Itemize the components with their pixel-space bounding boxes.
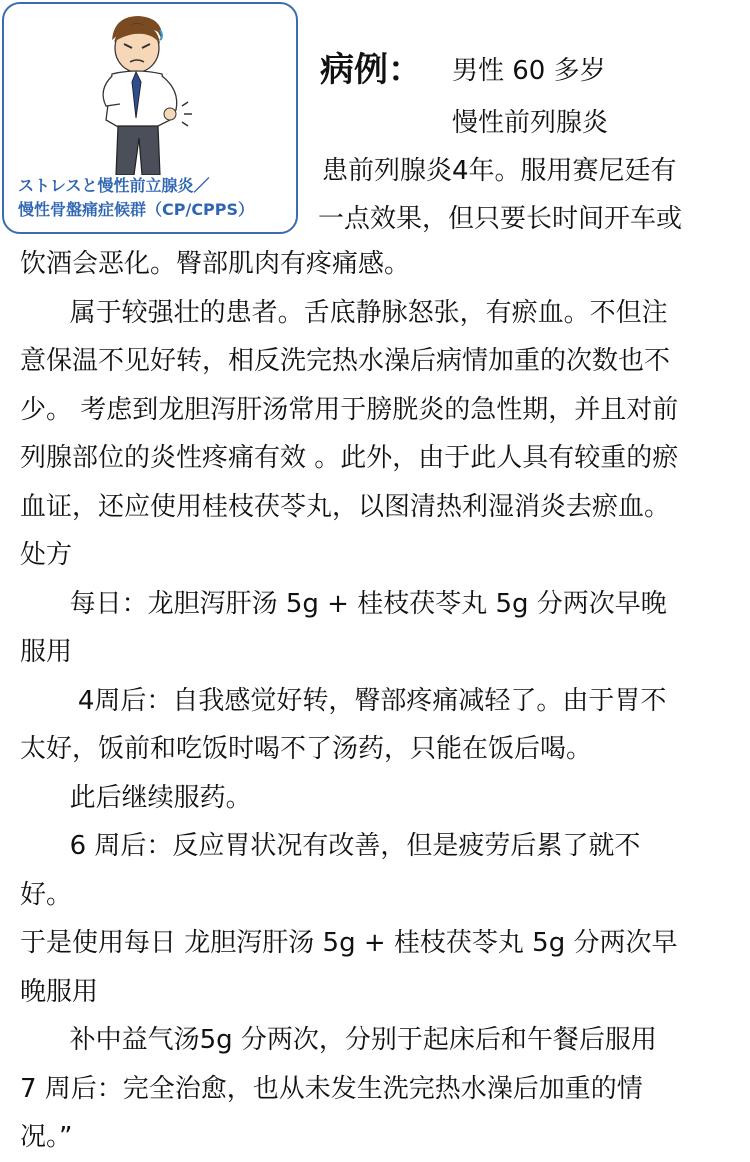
intro-line-2: 一点效果，但只要长时间开车或 xyxy=(318,204,683,234)
body-line: 于是使用每日 龙胆泻肝汤 5g + 桂枝茯苓丸 5g 分两次早 xyxy=(20,928,678,958)
intro-line-1: 患前列腺炎4年。服用赛尼廷有 xyxy=(322,156,677,186)
body-line: 血证，还应使用桂枝茯苓丸，以图清热利湿消炎去瘀血。 xyxy=(20,491,671,522)
card-caption xyxy=(18,174,254,222)
prescription-heading: 处方 xyxy=(20,540,73,570)
body-line: 每日：龙胆泻肝汤 5g + 桂枝茯苓丸 5g 分两次早晚 xyxy=(20,588,667,619)
card-caption-line-2: 慢性骨盤痛症候群（CP/CPPS） xyxy=(18,200,255,219)
body-line: 饮酒会恶化。臀部肌肉有疼痛感。 xyxy=(20,249,411,279)
body-line: 补中益气汤5g 分两次，分别于起床后和午餐后服用 xyxy=(20,1025,657,1055)
body-line: 少。 考虑到龙胆泻肝汤常用于膀胱炎的急性期，并且对前 xyxy=(20,394,679,425)
case-title: 病例： xyxy=(320,50,422,90)
body-line: 属于较强壮的患者。舌底静脉怒张，有瘀血。不但注 xyxy=(20,297,668,328)
body-line: 晚服用 xyxy=(20,976,99,1007)
body-line: 太好，饭前和吃饭时喝不了汤药，只能在饭后喝。 xyxy=(20,734,593,764)
body-line: 好。 xyxy=(20,879,73,910)
body-line: 况。” xyxy=(20,1122,73,1152)
case-body-text xyxy=(20,240,735,1162)
body-line: 意保温不见好转，相反洗完热水澡后病情加重的次数也不 xyxy=(20,346,671,376)
body-line: 4周后：自我感觉好转，臀部疼痛减轻了。由于胃不 xyxy=(20,685,667,716)
illustration-card xyxy=(2,2,298,234)
body-line: 6 周后：反应胃状况有改善，但是疲劳后累了就不 xyxy=(20,831,641,861)
man-holding-back-in-pain-icon xyxy=(84,10,214,175)
body-line: 7 周后：完全治愈，也从未发生洗完热水澡后加重的情 xyxy=(20,1073,643,1104)
patient-diagnosis: 慢性前列腺炎 xyxy=(452,108,609,138)
body-line: 此后继续服药。 xyxy=(20,782,252,813)
body-line: 列腺部位的炎性疼痛有效 。此外，由于此人具有较重的瘀 xyxy=(20,443,679,473)
body-line: 服用 xyxy=(20,637,73,667)
patient-sex-age: 男性 60 多岁 xyxy=(452,56,606,86)
card-caption-line-1: ストレスと慢性前立腺炎／ xyxy=(18,176,210,195)
